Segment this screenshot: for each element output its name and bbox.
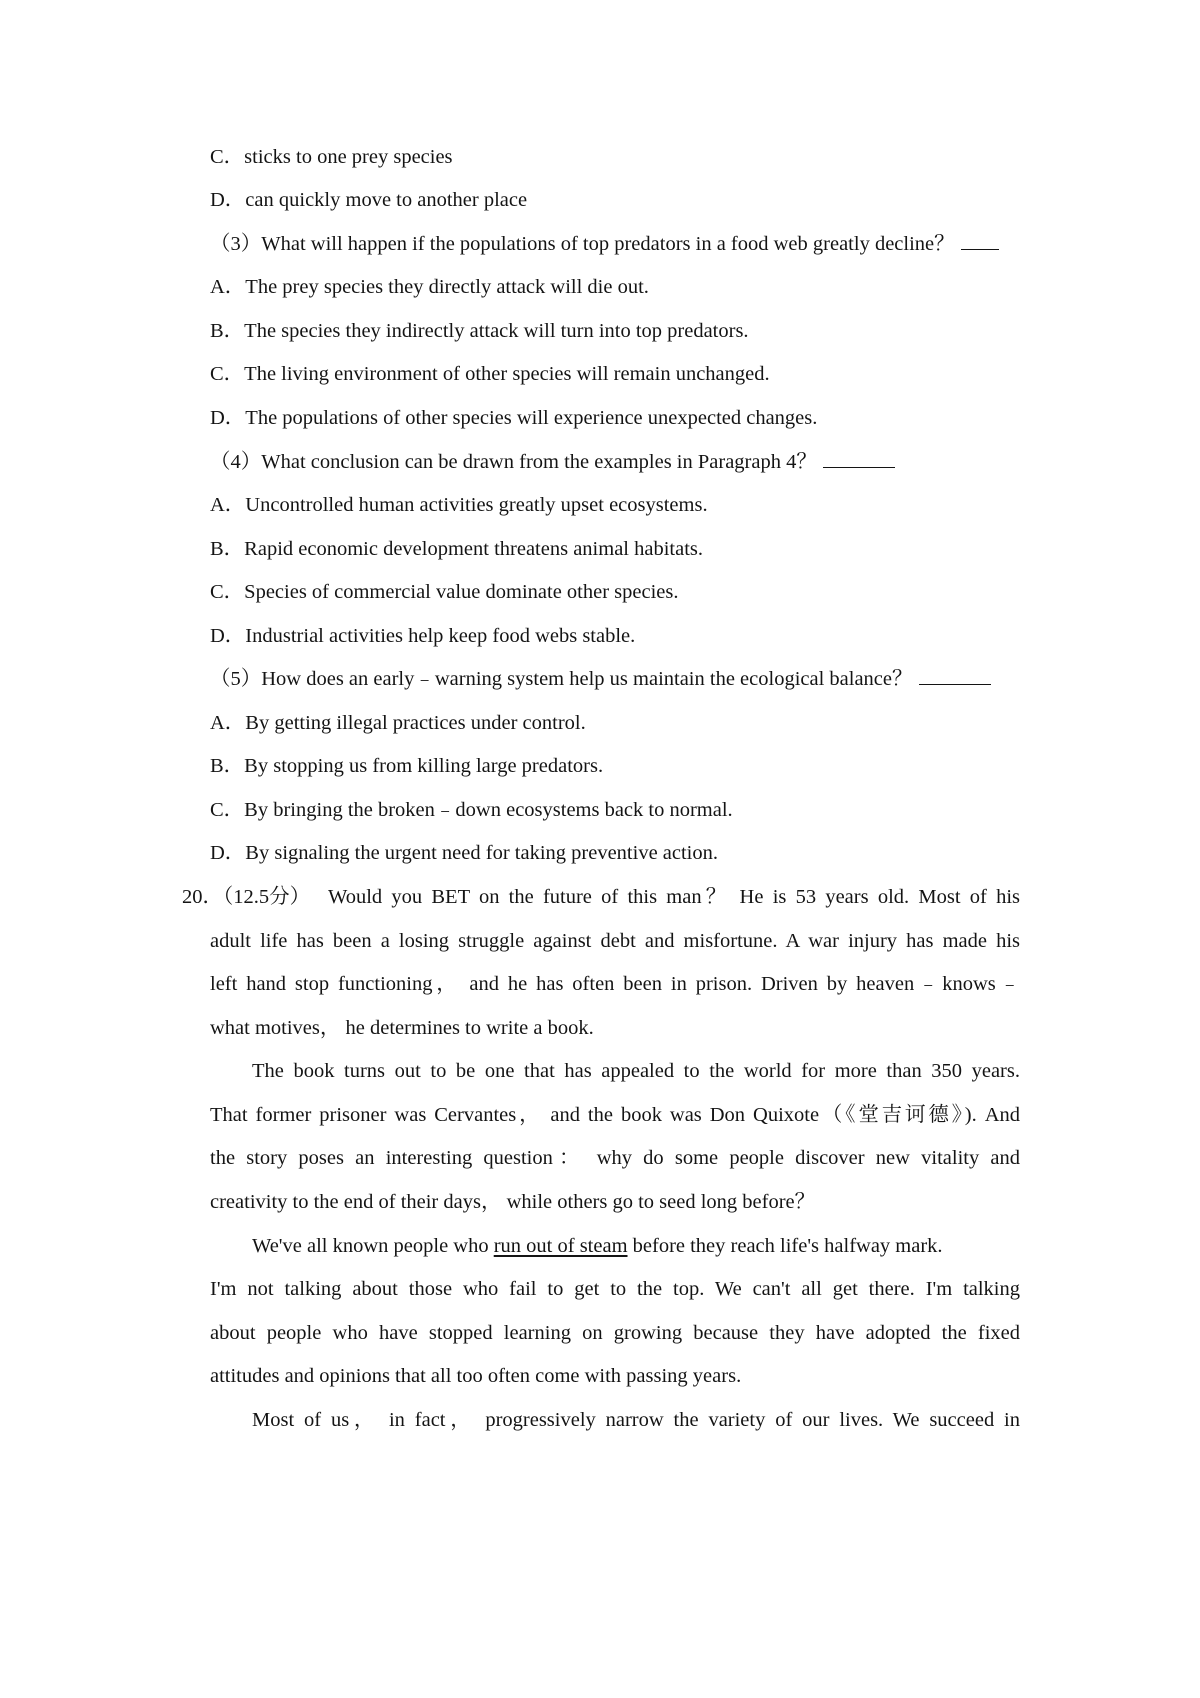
option-4b: B．Rapid economic development threatens animal habitats. [210, 538, 704, 560]
option-4d: D．Industrial activities help keep food webs stable. [210, 625, 636, 647]
passage-line: attitudes and opinions that all too often come with passing years. [210, 1365, 742, 1387]
question-4 [210, 447, 895, 477]
question-20-number: 20．（12.5分） [182, 886, 311, 908]
option-5c: C．By bringing the broken﹣down ecosystems back to normal. [210, 799, 733, 821]
option-4a: A．Uncontrolled human activities greatly upset ecosystems. [210, 494, 708, 516]
option-4c: C．Species of commercial value dominate other species. [210, 581, 679, 603]
passage-line: Would you BET on the future of this man？ He is 53 years old. Most of his [328, 886, 1020, 908]
passage-text: before they reach life's halfway mark. [632, 1235, 943, 1257]
option-5a: A．By getting illegal practices under control. [210, 712, 586, 734]
passage-line: Most of us， in fact， progressively narrow the variety of our lives. We succeed in [252, 1409, 1020, 1431]
option-5b: B．By stopping us from killing large predators. [210, 755, 604, 777]
underlined-phrase: run out of steam [493, 1235, 628, 1257]
answer-blank [919, 664, 991, 685]
question-3-text: （3）What will happen if the populations of top predators in a food web greatly decline？ [210, 233, 955, 255]
passage-line: about people who have stopped learning on growing because they have adopted the fixed [210, 1322, 1020, 1344]
option-3d: D．The populations of other species will experience unexpected changes. [210, 407, 818, 429]
answer-blank [961, 229, 999, 250]
passage-line: left hand stop functioning， and he has often been in prison. Driven by heaven﹣knows﹣ [210, 973, 1020, 995]
option-5d: D．By signaling the urgent need for taking preventive action. [210, 842, 719, 864]
passage-line: The book turns out to be one that has appealed to the world for more than 350 years. [252, 1060, 1020, 1082]
question-5-text: （5）How does an early﹣warning system help us maintain the ecological balance？ [210, 668, 913, 690]
passage-line: That former prisoner was Cervantes， and the book was Don Quixote（《堂吉诃德》). And [210, 1104, 1020, 1126]
passage-line: the story poses an interesting question： why do some people discover new vitality and [210, 1147, 1020, 1169]
option-2c: C．sticks to one prey species [210, 146, 453, 168]
option-3b: B．The species they indirectly attack will turn into top predators. [210, 320, 749, 342]
passage-line: adult life has been a losing struggle against debt and misfortune. A war injury has made his [210, 930, 1020, 952]
question-3 [210, 229, 999, 259]
option-3c: C．The living environment of other species will remain unchanged. [210, 363, 770, 385]
passage-text: We've all known people who [252, 1235, 489, 1257]
option-2d: D．can quickly move to another place [210, 189, 528, 211]
passage-line: I'm not talking about those who fail to get to the top. We can't all get there. I'm talking [210, 1278, 1020, 1300]
answer-blank [823, 447, 895, 468]
option-3a: A．The prey species they directly attack will die out. [210, 276, 649, 298]
question-5 [210, 664, 991, 694]
passage-line [252, 1231, 943, 1261]
passage-line: what motives， he determines to write a book. [210, 1017, 594, 1039]
question-4-text: （4）What conclusion can be drawn from the examples in Paragraph 4？ [210, 451, 817, 473]
passage-line: creativity to the end of their days， while others go to seed long before？ [210, 1191, 816, 1213]
